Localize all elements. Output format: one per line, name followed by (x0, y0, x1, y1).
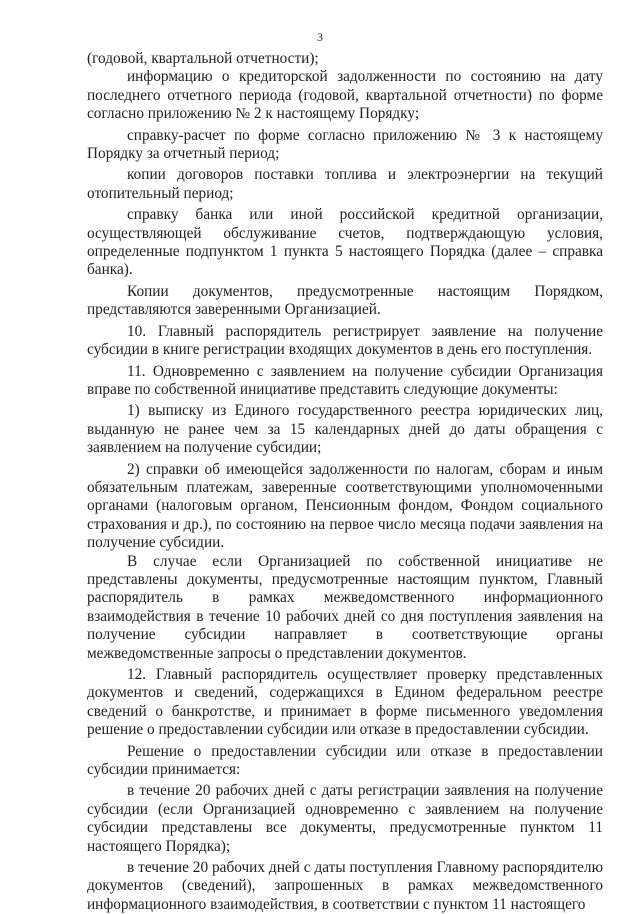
paragraph: справку-расчет по форме согласно приложению № 3 к настоящему Порядку за отчетный период; (87, 126, 603, 163)
paragraph: 1) выписку из Единого государственного реестра юридических лиц, выданную не ранее чем за 15 календарных дней до даты обращения с заявлением на получение субсидии; (87, 402, 603, 457)
paragraph: 10. Главный распорядитель регистрирует заявление на получение субсидии в книге регистрации входящих документов в день его поступления. (87, 322, 603, 359)
paragraph: 11. Одновременно с заявлением на получение субсидии Организация вправе по собственной инициативе представить следующие документы: (87, 362, 603, 398)
paragraph: (годовой, квартальной отчетности); (87, 50, 319, 67)
paragraph: Решение о предоставлении субсидии или отказе в предоставлении субсидии принимается: (87, 742, 603, 779)
paragraph: 12. Главный распорядитель осуществляет проверку представленных документов и сведений, содержащихся в Едином федеральном реестре сведений о банкротстве, и принимает в форме письменного уведомления решение о предоставлении субсидии или отказе в предоставлении субсидии. (87, 666, 603, 739)
paragraph: в течение 20 рабочих дней с даты регистрации заявления на получение субсидии (если Организацией одновременно с заявлением на получение субсидии представлены все документы, предусмотренные пунктом 11 настоящего Порядка); (87, 782, 603, 855)
paragraph: копии договоров поставки топлива и электроэнергии на текущий отопительный период; (87, 166, 603, 202)
paragraph: в течение 20 рабочих дней с даты поступления Главному распорядителю документов (сведений), запрошенных в рамках межведомственного информационного взаимодействия, в соответствии с пунктом 11 настоящего (87, 859, 603, 913)
paragraph: справку банка или иной российской кредитной организации, осуществляющей обслуживание счетов, подтверждающую условия, определенные подпунктом 1 пункта 5 настоящего Порядка (далее – справка банка). (87, 206, 603, 279)
page-number: 3 (317, 30, 323, 44)
paragraph: информацию о кредиторской задолженности по состоянию на дату последнего отчетного периода (годовой, квартальной отчетности) по форме согласно приложению № 2 к настоящему Порядку; (87, 68, 603, 123)
document-body (87, 50, 603, 914)
paragraph: В случае если Организацией по собственной инициативе не представлены документы, предусмотренные настоящим пунктом, Главный распорядитель в рамках межведомственного информационного взаимодействия в течение 10 рабочих дней со дня поступления заявления на получение субсидии направляет в соответствующие органы межведомственные запросы о представлении документов. (87, 552, 603, 662)
paragraph: 2) справки об имеющейся задолженности по налогам, сборам и иным обязательным платежам, заверенные соответствующими уполномоченными органами (налоговым органом, Пенсионным фондом, Фондом социального страхования и др.), по состоянию на первое число месяца подачи заявления на получение субсидии. (87, 460, 603, 552)
paragraph: Копии документов, предусмотренные настоящим Порядком, представляются заверенными Организацией. (87, 282, 603, 319)
